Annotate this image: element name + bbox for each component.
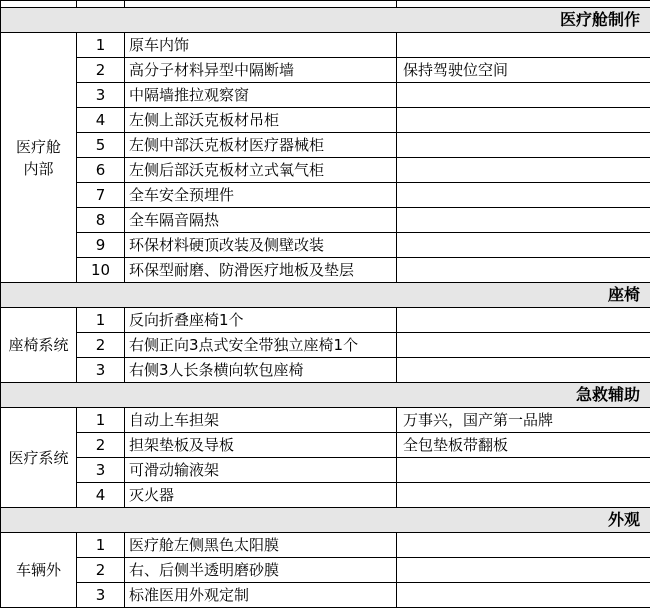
item-name: 全车安全预埋件 bbox=[125, 183, 397, 208]
item-name: 可滑动输液架 bbox=[125, 458, 397, 483]
item-name: 右侧3人长条横向软包座椅 bbox=[125, 358, 397, 383]
item-note bbox=[397, 483, 650, 508]
item-name: 环保材料硬顶改装及侧壁改装 bbox=[125, 233, 397, 258]
item-name: 医疗舱左侧黑色太阳膜 bbox=[125, 533, 397, 558]
group-label: 车辆外 bbox=[1, 533, 77, 608]
item-name: 全车隔音隔热 bbox=[125, 208, 397, 233]
group-label: 医疗系统 bbox=[1, 408, 77, 508]
section-header-row bbox=[1, 8, 650, 33]
item-name: 高分子材料异型中隔断墙 bbox=[125, 58, 397, 83]
row-number: 2 bbox=[77, 558, 125, 583]
item-note bbox=[397, 33, 650, 58]
section-title: 急救辅助 bbox=[1, 383, 650, 408]
item-note bbox=[397, 158, 650, 183]
cut-off-top-row bbox=[1, 1, 650, 8]
table-row bbox=[1, 83, 650, 108]
row-number: 9 bbox=[77, 233, 125, 258]
item-note: 保持驾驶位空间 bbox=[397, 58, 650, 83]
item-name: 中隔墙推拉观察窗 bbox=[125, 83, 397, 108]
table-row bbox=[1, 258, 650, 283]
row-number: 1 bbox=[77, 308, 125, 333]
item-name: 自动上车担架 bbox=[125, 408, 397, 433]
row-number: 10 bbox=[77, 258, 125, 283]
group-label: 座椅系统 bbox=[1, 308, 77, 383]
section-title: 外观 bbox=[1, 508, 650, 533]
row-number: 4 bbox=[77, 483, 125, 508]
table-row bbox=[1, 233, 650, 258]
row-number: 2 bbox=[77, 433, 125, 458]
table-row bbox=[1, 133, 650, 158]
item-note bbox=[397, 583, 650, 608]
table-row bbox=[1, 33, 650, 58]
table-row bbox=[1, 158, 650, 183]
table-row bbox=[1, 408, 650, 433]
item-name: 左侧上部沃克板材吊柜 bbox=[125, 108, 397, 133]
row-number: 3 bbox=[77, 458, 125, 483]
row-number: 2 bbox=[77, 333, 125, 358]
table-row bbox=[1, 308, 650, 333]
row-number: 1 bbox=[77, 533, 125, 558]
item-note bbox=[397, 108, 650, 133]
section-header-row bbox=[1, 508, 650, 533]
row-number: 3 bbox=[77, 358, 125, 383]
table-row bbox=[1, 208, 650, 233]
item-note: 全包垫板带翻板 bbox=[397, 433, 650, 458]
item-note bbox=[397, 233, 650, 258]
section-header-row bbox=[1, 283, 650, 308]
section-title: 医疗舱制作 bbox=[1, 8, 650, 33]
item-name: 右侧正向3点式安全带独立座椅1个 bbox=[125, 333, 397, 358]
item-name: 担架垫板及导板 bbox=[125, 433, 397, 458]
row-number: 3 bbox=[77, 83, 125, 108]
row-number: 6 bbox=[77, 158, 125, 183]
spec-table-body bbox=[1, 1, 650, 608]
item-name: 环保型耐磨、防滑医疗地板及垫层 bbox=[125, 258, 397, 283]
table-row bbox=[1, 533, 650, 558]
table-row bbox=[1, 358, 650, 383]
row-number: 8 bbox=[77, 208, 125, 233]
item-name: 左侧后部沃克板材立式氧气柜 bbox=[125, 158, 397, 183]
item-name: 原车内饰 bbox=[125, 33, 397, 58]
table-row bbox=[1, 58, 650, 83]
table-row bbox=[1, 433, 650, 458]
item-note bbox=[397, 358, 650, 383]
table-row bbox=[1, 483, 650, 508]
row-number: 4 bbox=[77, 108, 125, 133]
item-note: 万事兴，国产第一品牌 bbox=[397, 408, 650, 433]
table-row bbox=[1, 583, 650, 608]
item-name: 右、后侧半透明磨砂膜 bbox=[125, 558, 397, 583]
item-note bbox=[397, 558, 650, 583]
item-name: 灭火器 bbox=[125, 483, 397, 508]
table-row bbox=[1, 108, 650, 133]
item-note bbox=[397, 133, 650, 158]
item-note bbox=[397, 258, 650, 283]
section-header-row bbox=[1, 383, 650, 408]
row-number: 2 bbox=[77, 58, 125, 83]
item-note bbox=[397, 333, 650, 358]
group-label: 医疗舱 内部 bbox=[1, 33, 77, 283]
row-number: 3 bbox=[77, 583, 125, 608]
item-note bbox=[397, 533, 650, 558]
section-title: 座椅 bbox=[1, 283, 650, 308]
item-note bbox=[397, 458, 650, 483]
item-note bbox=[397, 83, 650, 108]
row-number: 7 bbox=[77, 183, 125, 208]
item-note bbox=[397, 308, 650, 333]
item-note bbox=[397, 183, 650, 208]
item-name: 反向折叠座椅1个 bbox=[125, 308, 397, 333]
row-number: 5 bbox=[77, 133, 125, 158]
table-row bbox=[1, 458, 650, 483]
item-name: 标准医用外观定制 bbox=[125, 583, 397, 608]
row-number: 1 bbox=[77, 408, 125, 433]
item-note bbox=[397, 208, 650, 233]
table-row bbox=[1, 333, 650, 358]
row-number: 1 bbox=[77, 33, 125, 58]
table-row bbox=[1, 558, 650, 583]
table-row bbox=[1, 183, 650, 208]
item-name: 左侧中部沃克板材医疗器械柜 bbox=[125, 133, 397, 158]
